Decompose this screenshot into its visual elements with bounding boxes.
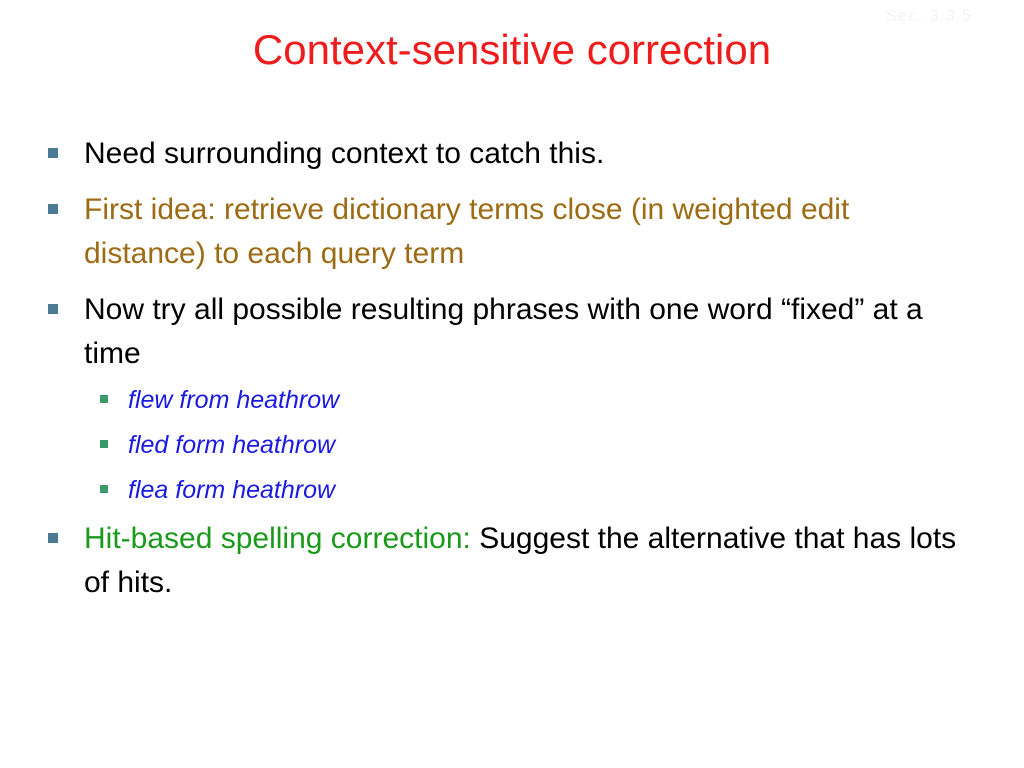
sub-bullet-text: flew from heathrow — [128, 386, 340, 414]
section-label: Sec. 3.3.5 — [885, 6, 972, 25]
bullet-item-phrases — [84, 288, 964, 376]
square-bullet-icon — [48, 148, 58, 158]
sub-bullet-item — [128, 472, 958, 508]
square-bullet-icon — [48, 533, 58, 543]
slide-body — [0, 132, 1024, 617]
bullet-text: Now try all possible resulting phrases with one word “fixed” at a time — [84, 293, 923, 370]
square-bullet-icon — [48, 304, 58, 314]
bullet-text: Suggest the alternative that has lots of hits. — [84, 522, 957, 599]
sub-bullet-item — [128, 427, 958, 463]
bullet-text: Need surrounding context to catch this. — [84, 137, 605, 170]
slide-title: Context-sensitive correction — [252, 26, 772, 73]
square-bullet-icon — [100, 485, 108, 493]
sub-bullet-text: flea form heathrow — [128, 476, 336, 504]
square-bullet-icon — [100, 440, 108, 448]
square-bullet-icon — [100, 395, 108, 403]
bullet-item-context — [84, 132, 964, 176]
sub-bullet-text: fled form heathrow — [128, 431, 336, 459]
bullet-item-first-idea — [84, 188, 964, 276]
sub-bullet-item — [128, 382, 958, 418]
bullet-text: First idea: retrieve dictionary terms close (in weighted edit distance) to each query term — [84, 193, 850, 270]
bullet-lead-text: Hit-based spelling correction: — [84, 522, 471, 555]
bullet-item-hit-based — [84, 517, 964, 605]
square-bullet-icon — [48, 204, 58, 214]
